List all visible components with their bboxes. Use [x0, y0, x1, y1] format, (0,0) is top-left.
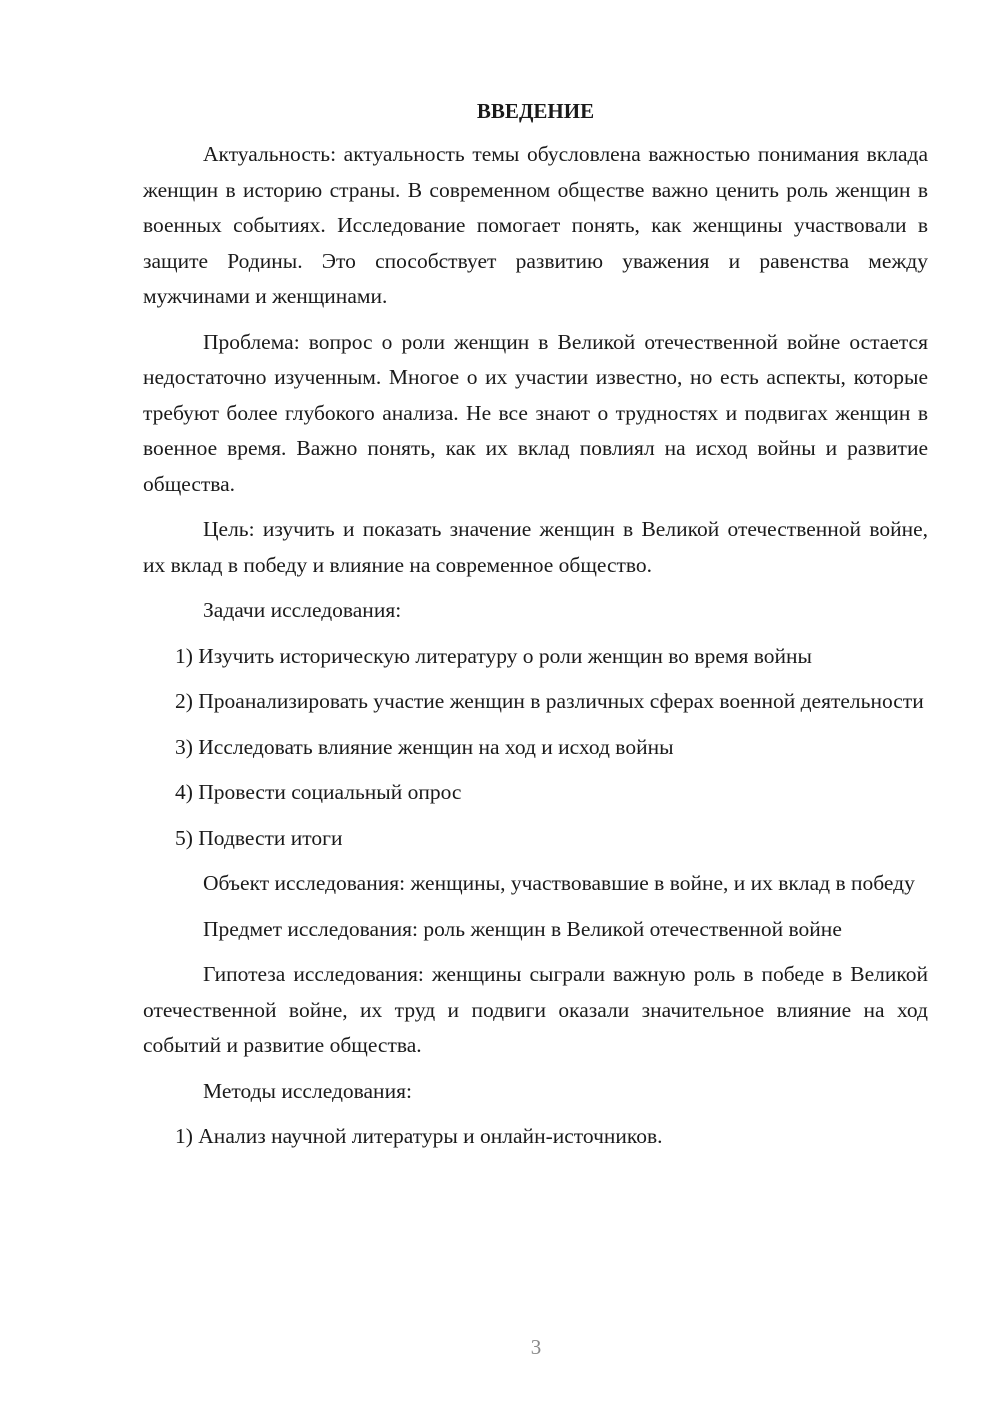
- subject-paragraph: Предмет исследования: роль женщин в Великой отечественной войне: [203, 916, 842, 941]
- task-item: 3) Исследовать влияние женщин на ход и исход войны: [175, 734, 674, 759]
- page-number: 3: [530, 1335, 542, 1359]
- task-item: 2) Проанализировать участие женщин в различных сферах военной деятельности: [175, 689, 924, 713]
- document-page: [143, 95, 928, 1165]
- tasks-heading: Задачи исследования:: [203, 598, 402, 622]
- method-item: 1) Анализ научной литературы и онлайн-источников.: [175, 1124, 663, 1148]
- task-item: 4) Провести социальный опрос: [175, 780, 462, 804]
- relevance-paragraph: Актуальность: актуальность темы обусловлена важностью понимания вклада женщин в историю страны. В современном обществе важно ценить роль женщин в военных событиях. Исследование помогает понять, как женщины участвовали в защите Родины. Это способствует развитию уважения и равенства между мужчинами и женщинами.: [143, 142, 928, 308]
- hypothesis-paragraph: Гипотеза исследования: женщины сыграли важную роль в победе в Великой отечественной войне, их труд и подвиги оказали значительное влияние на ход событий и развитие общества.: [143, 962, 928, 1057]
- task-item: 1) Изучить историческую литературу о роли женщин во время войны: [175, 643, 812, 668]
- object-paragraph: Объект исследования: женщины, участвовавшие в войне, и их вклад в победу: [203, 871, 915, 895]
- task-item: 5) Подвести итоги: [175, 825, 343, 850]
- page-title: ВВЕДЕНИЕ: [476, 99, 595, 123]
- problem-paragraph: Проблема: вопрос о роли женщин в Великой отечественной войне остается недостаточно изученным. Многое о их участии известно, но есть аспекты, которые требуют более глубокого анализа. Не все знают о трудностях и подвигах женщин в военное время. Важно понять, как их вклад повлиял на исход войны и развитие общества.: [143, 329, 928, 496]
- goal-paragraph: Цель: изучить и показать значение женщин в Великой отечественной войне, их вклад в победу и влияние на современное общество.: [143, 517, 928, 577]
- methods-heading: Методы исследования:: [203, 1078, 412, 1103]
